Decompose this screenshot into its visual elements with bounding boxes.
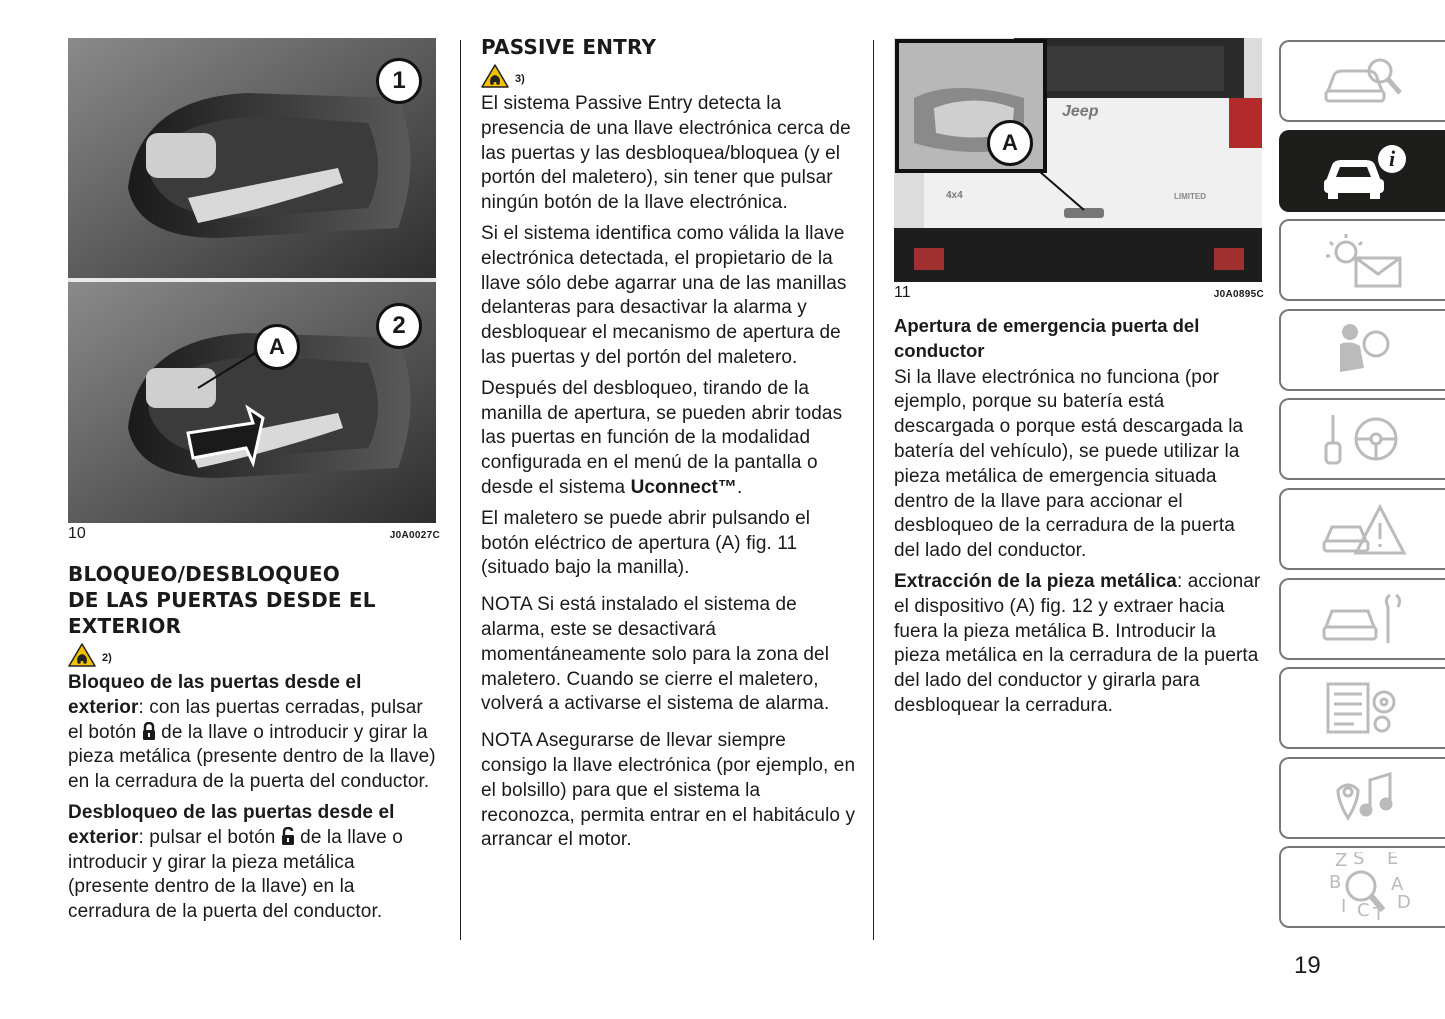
figure-10-caption bbox=[68, 525, 440, 543]
figure-number: 11 bbox=[894, 284, 911, 301]
paragraph: Si el sistema identifica como válida la llave electrónica detectada, el propietario de la llave sólo debe agarrar una de las manillas delanteras para desactivar la alarma y desbloquear el mecanismo de apertura de las puertas y del portón del maletero. bbox=[481, 222, 847, 368]
warning-reference bbox=[481, 60, 856, 92]
heading-line: BLOQUEO/DESBLOQUEO bbox=[68, 562, 340, 586]
warning-ref-number: 2) bbox=[102, 652, 112, 664]
warning-ref-number: 3) bbox=[515, 73, 525, 85]
index-letter: Z bbox=[1335, 852, 1348, 872]
car-info-icon bbox=[1318, 141, 1408, 201]
tab-starting-driving[interactable] bbox=[1279, 398, 1445, 480]
paragraph: El maletero se puede abrir pulsando el botón eléctrico de apertura (A) fig. 11 (situado bajo la manilla). bbox=[481, 507, 811, 579]
airbag-safety-icon bbox=[1318, 320, 1408, 380]
badge-brand: Jeep bbox=[1062, 103, 1099, 120]
figure-11-caption bbox=[894, 284, 1264, 302]
figure-number: 10 bbox=[68, 525, 86, 542]
text-part: de la llave o introducir y girar la pieza metálica (presente dentro de la llave) en la cerradura de la puerta del conductor. bbox=[68, 826, 403, 923]
warning-triangle-icon bbox=[481, 63, 509, 89]
callout-2: 2 bbox=[376, 303, 422, 349]
heading-passive-entry: PASSIVE ENTRY bbox=[481, 35, 657, 59]
tab-knowing-vehicle[interactable] bbox=[1279, 40, 1445, 122]
index-letter: D bbox=[1397, 892, 1411, 914]
page-number: 19 bbox=[1294, 952, 1321, 979]
lead-metal-key-extraction: Extracción de la pieza metálica bbox=[894, 570, 1177, 592]
section-heading-lock-unlock bbox=[68, 561, 440, 639]
column-divider-right bbox=[873, 40, 874, 940]
index-icon bbox=[1313, 852, 1413, 922]
multimedia-icon bbox=[1318, 768, 1408, 828]
index-letter: S bbox=[1353, 852, 1365, 870]
paragraph bbox=[894, 570, 1264, 719]
text-part: de la llave o introducir y girar la pieza metálica (presente dentro de la llave) en la cerradura de la puerta del conductor. bbox=[68, 721, 436, 793]
badge-limited: LIMITED bbox=[1174, 192, 1206, 201]
car-maintenance-icon bbox=[1318, 589, 1408, 649]
car-search-icon bbox=[1318, 51, 1408, 111]
warning-reference bbox=[68, 639, 440, 671]
column-right bbox=[894, 38, 1264, 725]
tab-index[interactable] bbox=[1279, 846, 1445, 928]
tab-dashboard[interactable] bbox=[1279, 219, 1445, 301]
tailgate-illustration bbox=[894, 38, 1262, 282]
figure-11-tailgate-photo bbox=[894, 38, 1262, 282]
paragraph: El sistema Passive Entry detecta la presencia de una llave electrónica cerca de las puertas y las desbloquea/bloquea (y el portón del maletero), sin tener que pulsar ningún botón de la llave electrónica. bbox=[481, 93, 851, 214]
paragraph-lock-doors bbox=[68, 671, 440, 795]
paragraph bbox=[481, 377, 856, 501]
index-letter: T bbox=[1373, 904, 1384, 923]
tab-multimedia[interactable] bbox=[1279, 757, 1445, 839]
note-carry-key: NOTA Asegurarse de llevar siempre consigo la llave electrónica (por ejemplo, en el bolsillo) para que el sistema la reconozca, permita entrar en el habitáculo y arrancar el motor. bbox=[481, 730, 856, 851]
callout-a: A bbox=[987, 120, 1033, 166]
svg-text:i: i bbox=[1388, 145, 1396, 171]
text-part: : pulsar el botón bbox=[138, 826, 281, 848]
key-steering-wheel-icon bbox=[1318, 409, 1408, 469]
text-part: : accionar el dispositivo (A) fig. 12 y extraer hacia fuera la pieza metálica B. Introducir la pieza metálica en la cerradura de la puerta del lado del conductor y girarla para desbloquear la cerradura. bbox=[894, 570, 1261, 716]
index-letter: E bbox=[1387, 852, 1399, 870]
warning-lights-message-icon bbox=[1318, 230, 1408, 290]
heading-line: EXTERIOR bbox=[68, 614, 182, 638]
door-handle-illustration bbox=[68, 38, 436, 523]
index-letter: I bbox=[1341, 896, 1347, 918]
text-part: : con las puertas cerradas, pulsar el botón bbox=[68, 696, 423, 743]
tab-safety[interactable] bbox=[1279, 309, 1445, 391]
warning-triangle-icon bbox=[68, 642, 96, 668]
text-part: Después del desbloqueo, tirando de la manilla de apertura, se pueden abrir todas las puertas en función de la modalidad configurada en el menú de la pantalla o desde el sistema bbox=[481, 377, 843, 498]
brand-uconnect: Uconnect™ bbox=[630, 476, 738, 498]
lead-lock-doors: Bloqueo de las puertas desde el exterior bbox=[68, 672, 362, 718]
tab-emergency[interactable] bbox=[1279, 488, 1445, 570]
technical-data-icon bbox=[1318, 678, 1408, 738]
callout-1: 1 bbox=[376, 58, 422, 104]
lead-unlock-doors: Desbloqueo de las puertas desde el exterior bbox=[68, 801, 395, 848]
lock-open-icon bbox=[281, 827, 295, 845]
callout-a: A bbox=[254, 324, 300, 370]
figure-code: J0A0027C bbox=[389, 530, 440, 541]
paragraph: Si la llave electrónica no funciona (por ejemplo, porque su batería está descargada o porque está descargada la batería del vehículo), se puede utilizar la pieza metálica de emergencia situada dentro de la llave para accionar el desbloqueo de la cerradura de la puerta del lado del conductor. bbox=[894, 366, 1244, 562]
column-middle bbox=[481, 34, 856, 859]
tab-maintenance[interactable] bbox=[1279, 578, 1445, 660]
index-letter: C bbox=[1357, 900, 1370, 922]
car-emergency-icon bbox=[1318, 499, 1408, 559]
tab-technical-data[interactable] bbox=[1279, 667, 1445, 749]
paragraph-unlock-doors bbox=[68, 801, 440, 925]
figure-code: J0A0895C bbox=[1213, 289, 1264, 300]
column-left bbox=[68, 38, 440, 931]
subheading-emergency-opening: Apertura de emergencia puerta del conductor bbox=[894, 315, 1200, 361]
index-letter: A bbox=[1391, 874, 1404, 896]
figure-10-door-handle-photo bbox=[68, 38, 436, 523]
text-part: . bbox=[737, 476, 743, 498]
badge-4x4: 4x4 bbox=[946, 190, 963, 201]
column-divider-left bbox=[460, 40, 461, 940]
tab-car-info[interactable] bbox=[1279, 130, 1445, 212]
index-letter: B bbox=[1329, 872, 1342, 894]
lock-closed-icon bbox=[142, 722, 156, 740]
note-alarm: NOTA Si está instalado el sistema de alarma, este se desactivará momentáneamente solo para la zona del maletero. Cuando se cierre el maletero, volverá a activarse el sistema de alarma. bbox=[481, 594, 830, 715]
chapter-tabs bbox=[1279, 40, 1445, 936]
heading-line: DE LAS PUERTAS DESDE EL bbox=[68, 588, 376, 612]
